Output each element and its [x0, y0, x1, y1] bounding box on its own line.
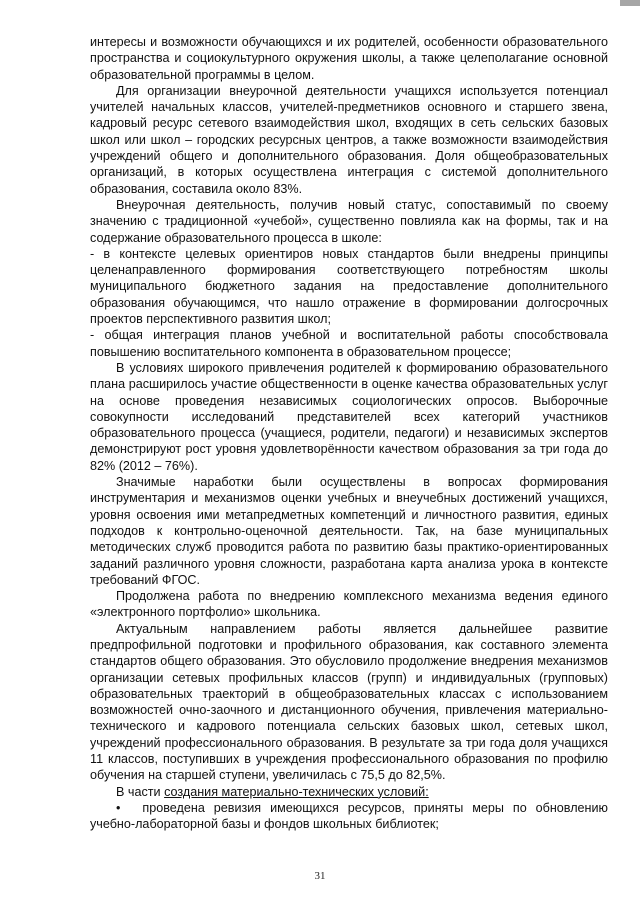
paragraph: Внеурочная деятельность, получив новый статус, сопоставимый по своему значению с традиционной «учебой», существенно повлияла как на формы, так и на содержание образовательного процесса в школе:: [90, 197, 608, 245]
bullet-item: [90, 800, 608, 833]
section-intro: [90, 784, 608, 800]
list-item: - общая интеграция планов учебной и воспитательной работы способствовала повышению воспитательного компонента в образовательном процессе;: [90, 328, 608, 359]
paragraph: В условиях широкого привлечения родителей к формированию образовательного плана расширилось участие общественности в оценке качества образовательных услуг на основе проведения независимых социологических опросов. Выборочные совокупности исследований представителей всех категорий участников образовательного процесса (учащиеся, родители, педагоги) и независимых экспертов демонстрируют рост уровня удовлетворённости качеством образования за три года до 82% (2012 – 76%).: [90, 360, 608, 473]
paragraph: Для организации внеурочной деятельности учащихся используется потенциал учителей начальных классов, учителей-предметников основного и старшего звена, кадровый ресурс сетевого взаимодействия школ, входящих в сеть сельских базовых школ или школ – городских ресурсных центров, а также возможности взаимодействия учреждений общего и дополнительного образования. Доля общеобразовательных организаций, в которых осуществлена интеграция с системой дополнительного образования, составила около 83%.: [90, 83, 608, 196]
bullet-item-text: проведена ревизия имеющихся ресурсов, приняты меры по обновлению учебно-лабораторной базы и фондов школьных библиотек;: [90, 800, 608, 832]
paragraph: интересы и возможности обучающихся и их родителей, особенности образовательного пространства и социокультурного окружения школы, а также целеполагание основной образовательной программы в целом.: [90, 35, 608, 82]
list-item: - в контексте целевых ориентиров новых стандартов были внедрены принципы целенаправленного формирования соответствующего потребностям школы муниципального бюджетного задания на предоставление дополнительного образования обучающимся, что нашло отражение в формировании долгосрочных проектов перспективного развития школ;: [90, 246, 608, 327]
paragraph: Значимые наработки были осуществлены в вопросах формирования инструментария и механизмов оценки учебных и внеучебных достижений учащихся, уровня освоения ими метапредметных компетенций и личностного развития, единых подходов к контрольно-оценочной деятельности. Так, на базе муниципальных методических служб проводится работа по развитию базы практико-ориентированных заданий различного уровня сложности, разработана карта анализа урока в контексте требований ФГОС.: [90, 475, 608, 587]
paragraph: Продолжена работа по внедрению комплексного механизма ведения единого «электронного портфолио» школьника.: [90, 589, 608, 620]
scan-artifact: [620, 0, 640, 6]
page-number: 31: [314, 870, 326, 882]
section-intro-prefix: В части: [116, 784, 165, 799]
paragraph: Актуальным направлением работы является дальнейшее развитие предпрофильной подготовки и профильного образования, как составного элемента стандартов общего образования. Это обусловило продолжение внедрения механизмов организации сетевых профильных классов (групп) и индивидуальных (групповых) образовательных траекторий в общеобразовательных классах с использованием возможностей очно-заочного и дистанционного обучения, привлечения материально-технического и кадрового потенциала сельских базовых школ, сетевых школ, учреждений профессионального образования. В результате за три года доля учащихся 11 классов, поступивших в учреждения профессионального образования по профилю обучения на старшей ступени, увеличилась с 75,5 до 82,5%.: [90, 621, 608, 783]
bullet-icon: •: [116, 800, 121, 815]
section-heading-underlined: создания материально-технических условий:: [164, 784, 429, 799]
body-text: [90, 34, 608, 833]
